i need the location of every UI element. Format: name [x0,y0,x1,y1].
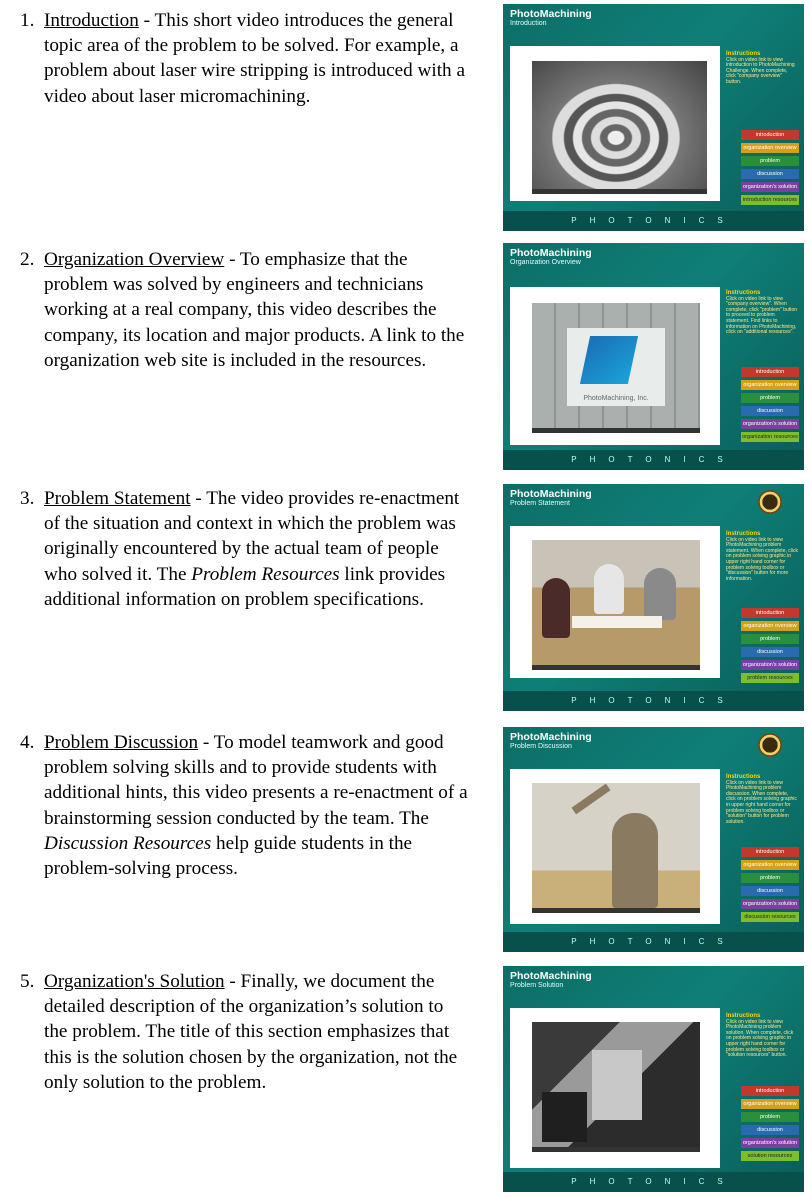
screenshot-organization-solution [503,966,804,1192]
person [612,813,658,908]
menu-organization-overview[interactable]: organization overview [741,621,799,631]
instructions: Instructions Click on video link to view PhotoMachining problem solution. When complete, click on problem solving graphic in upper right hand corner for problem solving toolbox or "solution resources" button. [726,1013,794,1059]
menu-problem[interactable]: problem [741,393,799,403]
papers [572,616,662,628]
section-menu[interactable] [741,1086,799,1164]
menu-discussion[interactable]: discussion [741,1125,799,1135]
item-number: 5. [20,971,35,992]
instructions: Instructions Click on video link to view PhotoMachining problem discussion. When complete, click on problem solving graphic in upper right hand corner for problem solving toolbox or "solution" button for problem solution. [726,774,797,825]
item-number: 2. [20,249,35,270]
item-description: - To emphasize that the problem was solved by engineers and technicians working at a real company, this video describes the company, its location and major products. A link to the organization web site is included in the resources. [44,249,465,371]
video-controls[interactable] [532,908,700,913]
item-description-end: help guide students in the problem-solving process. [44,832,413,880]
gear-badge-icon [758,490,782,514]
screenshot-problem-discussion [503,727,804,952]
instructions: Instructions Click on video link to view "company overview". When complete, click "problem" button to proceed to problem statement. Find links to information on PhotoMachining, click on "additional resources". [726,290,798,336]
item-text [20,486,470,612]
video-frame-sign [532,303,700,428]
screen-section: Introduction [510,20,547,27]
item-text [20,247,470,373]
video-controls[interactable] [532,1147,700,1152]
instructions: Instructions Click on video link to view introduction to PhotoMachining Challenge. When complete, click "company overview" button. [726,51,795,85]
video-frame-meeting [532,540,700,665]
item-text [20,730,470,881]
screen-footer: PHOTONICS [503,932,804,952]
menu-discussion[interactable]: discussion [741,169,799,179]
menu-resources[interactable]: introduction resources [742,197,798,203]
video-panel [510,769,720,924]
item-italic: Problem Resources [191,563,340,585]
item-italic: Discussion Resources [44,832,212,854]
item-description: - To model teamwork and good problem solving skills and to provide students with additional hints, this video presents a re-enactment of a brainstorming session conducted by the team. The [44,732,468,829]
screen-footer: PHOTONICS [503,1172,804,1192]
item-number: 3. [20,488,35,509]
menu-introduction[interactable]: introduction [741,367,799,377]
video-controls[interactable] [532,665,700,670]
item-description: - This short video introduces the general topic area of the problem to be solved. For example, a problem about laser wire stripping is introduced with a video about laser micromachining. [44,10,465,107]
item-heading: Problem Statement [44,488,191,509]
item-number: 1. [20,10,35,31]
menu-organization-solution[interactable]: organization's solution [742,662,798,668]
section-menu[interactable] [741,130,799,208]
menu-organization-overview[interactable]: organization overview [741,860,799,870]
screenshot-organization-overview [503,243,804,470]
screen-brand: PhotoMachining [510,247,592,259]
screen-section: Problem Solution [510,982,564,989]
menu-resources[interactable]: discussion resources [741,912,799,922]
item-description-end: link provides additional information on problem specifications. [44,563,446,610]
menu-discussion[interactable]: discussion [741,647,799,657]
item-description: - Finally, we document the detailed description of the organization’s solution to the problem. The title of this section emphasizes that this is the solution chosen by the organization, not the only solution to the problem. [44,971,458,1093]
machine-base [542,1092,587,1142]
company-sign [567,328,665,406]
menu-organization-overview[interactable]: organization overview [741,1099,799,1109]
menu-organization-solution[interactable]: organization's solution [742,184,798,190]
menu-resources[interactable]: solution resources [741,1151,799,1161]
person-2 [594,564,624,614]
menu-introduction[interactable]: introduction [741,847,799,857]
menu-discussion[interactable]: discussion [741,886,799,896]
screen-brand: PhotoMachining [510,970,592,982]
machine-part [592,1050,642,1120]
menu-introduction[interactable]: introduction [741,608,799,618]
item-heading: Problem Discussion [44,732,199,753]
screen-section: Problem Discussion [510,743,572,750]
menu-discussion[interactable]: discussion [741,406,799,416]
menu-resources[interactable]: organization resources [742,434,798,440]
menu-organization-solution[interactable]: organization's solution [742,901,798,907]
instructions: Instructions Click on video link to view PhotoMachining problem statement. When complete, click on problem solving graphic in upper right hand corner for problem solving toolbox or "discussion" button for more information. [726,531,798,582]
menu-problem[interactable]: problem [741,1112,799,1122]
video-controls[interactable] [532,428,700,433]
logo-mark [580,336,638,384]
screen-section: Organization Overview [510,259,581,266]
menu-organization-overview[interactable]: organization overview [741,143,799,153]
video-controls[interactable] [532,189,707,194]
screenshot-introduction [503,4,804,231]
video-panel [510,287,720,445]
screen-footer: PHOTONICS [503,691,804,711]
screenshot-problem-statement [503,484,804,711]
menu-resources[interactable]: problem resources [741,673,799,683]
raised-arm [572,784,611,815]
gear-badge-icon [758,733,782,757]
screen-brand: PhotoMachining [510,731,592,743]
item-heading: Introduction [44,10,139,31]
video-panel [510,1008,720,1168]
menu-organization-solution[interactable]: organization's solution [742,421,798,427]
menu-problem[interactable]: problem [741,634,799,644]
menu-problem[interactable]: problem [741,156,799,166]
video-frame-discussion [532,783,700,908]
video-frame-spiral [532,61,707,189]
menu-organization-overview[interactable]: organization overview [741,380,799,390]
item-heading: Organization Overview [44,249,225,270]
item-text [20,8,470,109]
person-1 [542,578,570,638]
video-frame-machine [532,1022,700,1147]
menu-introduction[interactable]: introduction [741,130,799,140]
video-panel [510,46,720,201]
person-3 [644,568,676,620]
screen-brand: PhotoMachining [510,8,592,20]
screen-footer: PHOTONICS [503,211,804,231]
screen-brand: PhotoMachining [510,488,592,500]
section-menu[interactable] [741,608,799,686]
menu-problem[interactable]: problem [741,873,799,883]
sign-caption: PhotoMachining, Inc. [583,395,649,402]
section-menu[interactable] [741,847,799,925]
menu-organization-solution[interactable]: organization's solution [742,1140,798,1146]
video-panel [510,526,720,678]
item-text [20,969,470,1095]
item-heading: Organization's Solution [44,971,225,992]
item-number: 4. [20,732,35,753]
screen-section: Problem Statement [510,500,570,507]
item-description: - The video provides re-enactment of the situation and context in which the problem was originally encountered by the actual team of people who solved it. The [44,488,460,585]
section-menu[interactable] [741,367,799,445]
menu-introduction[interactable]: introduction [741,1086,799,1096]
screen-footer: PHOTONICS [503,450,804,470]
